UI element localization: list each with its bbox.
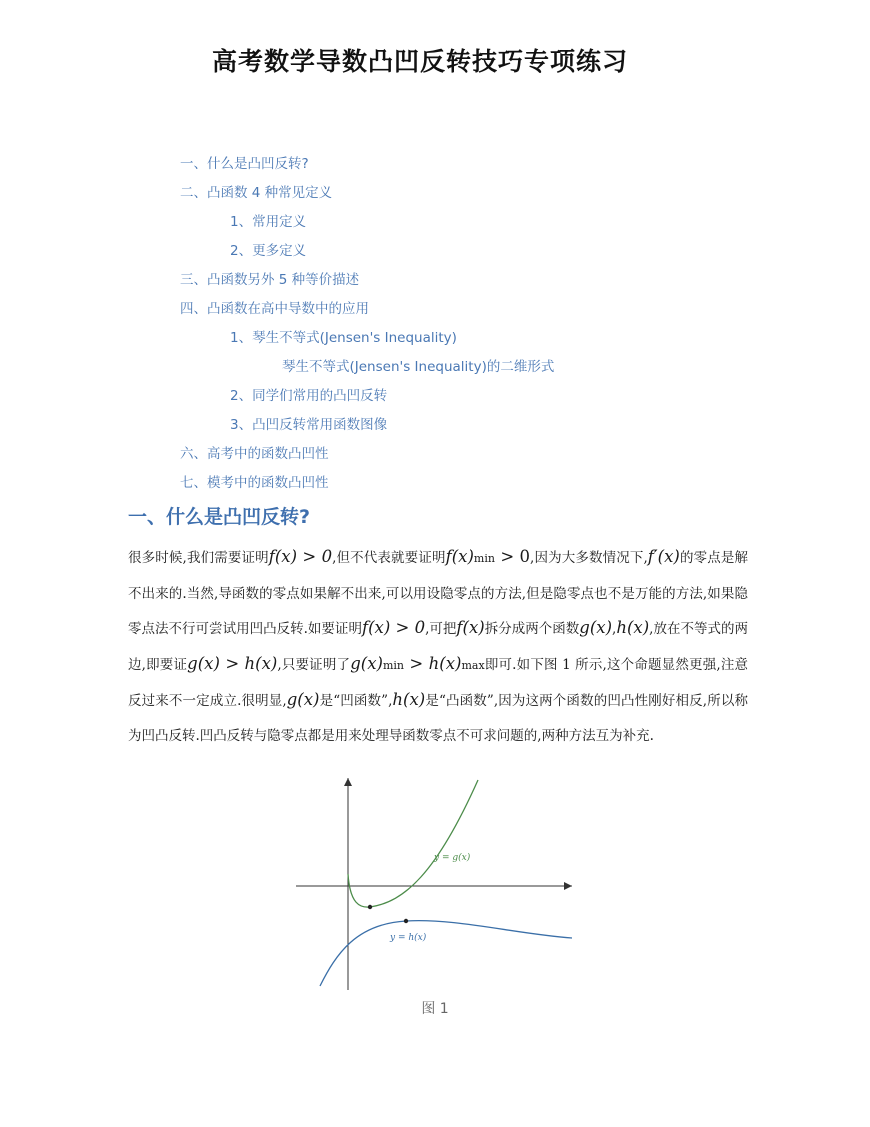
toc-item[interactable]: 琴生不等式(Jensen's Inequality)的二维形式 xyxy=(282,359,555,375)
g-min-point xyxy=(368,905,372,909)
y-axis-arrow xyxy=(344,778,352,786)
text-run: ,可把 xyxy=(425,621,457,637)
text-run: ,但不代表就要证明 xyxy=(332,550,446,566)
text-run: ,放在不等式的两边,即要证 xyxy=(128,621,749,673)
g-curve xyxy=(348,780,478,907)
h-curve-label: y = h(x) xyxy=(390,933,427,943)
toc-item[interactable]: 七、模考中的函数凸凹性 xyxy=(180,475,329,491)
math-expression: f(x) xyxy=(445,547,474,566)
x-axis-arrow xyxy=(564,882,572,890)
toc-item[interactable]: 六、高考中的函数凸凹性 xyxy=(180,446,329,462)
text-run: ,因为大多数情况下, xyxy=(530,550,648,566)
text-run: , xyxy=(612,621,617,637)
page-title: 高考数学导数凸凹反转技巧专项练习 xyxy=(211,47,628,76)
h-curve xyxy=(320,921,572,986)
text-run: 的零点是解不出来的.当然,导函数的零点如果解不出来,可以用设隐零点的方法,但是隐零点也不是万能的方法,如果隐零点法不行可尝试用凹凸反转.如要证明 xyxy=(128,550,748,637)
math-expression: > 0 xyxy=(494,547,531,566)
math-expression: h(x) xyxy=(616,618,650,637)
section-heading: 一、什么是凸凹反转? xyxy=(128,506,311,528)
h-max-point xyxy=(404,919,408,923)
text-run: ,只要证明了 xyxy=(277,656,351,673)
text-run: 即可.如下图 1 所示,这个命题显然更强,注意反过来不一定成立.很明显, xyxy=(128,656,748,709)
toc-item[interactable]: 一、什么是凸凹反转? xyxy=(180,156,309,172)
toc-item[interactable]: 3、凸凹反转常用函数图像 xyxy=(230,417,388,433)
toc-item[interactable]: 2、同学们常用的凸凹反转 xyxy=(230,388,388,404)
math-expression: f′(x) xyxy=(647,547,680,566)
toc-item[interactable]: 三、凸函数另外 5 种等价描述 xyxy=(180,272,360,288)
math-subscript: max xyxy=(461,658,485,672)
math-expression: g(x) xyxy=(350,653,383,673)
text-run: 很多时候,我们需要证明 xyxy=(128,550,269,566)
math-expression: f(x) xyxy=(456,618,485,637)
g-curve-label: y = g(x) xyxy=(434,853,471,863)
toc-item[interactable]: 1、琴生不等式(Jensen's Inequality) xyxy=(230,330,457,346)
toc-item[interactable]: 四、凸函数在高中导数中的应用 xyxy=(180,301,369,317)
toc-item[interactable]: 2、更多定义 xyxy=(230,243,307,259)
function-graph-figure xyxy=(296,774,578,990)
math-expression: g(x) xyxy=(579,618,613,637)
math-expression: f(x) > 0 xyxy=(361,618,426,637)
math-expression: h(x) xyxy=(392,690,426,709)
text-run: 是“凸函数”,因为这两个函数的凹凸性刚好相反,所以称为凹凸反转.凹凸反转与隐零点都是用来处理导函数零点不可求问题的,两种方法互为补充. xyxy=(128,693,748,744)
figure-caption: 图 1 xyxy=(421,1001,449,1017)
math-expression: g(x) xyxy=(286,690,320,709)
text-run: 拆分成两个函数 xyxy=(484,621,580,637)
math-subscript: min xyxy=(382,658,404,672)
math-expression: > h(x) xyxy=(404,653,462,673)
math-expression: g(x) > h(x) xyxy=(187,653,278,673)
text-run: 是“凹函数”, xyxy=(319,693,393,709)
toc-item[interactable]: 二、凸函数 4 种常见定义 xyxy=(180,185,333,201)
math-expression: f(x) > 0 xyxy=(268,547,333,566)
math-subscript: min xyxy=(473,552,495,565)
toc-item[interactable]: 1、常用定义 xyxy=(230,214,307,230)
body-paragraph xyxy=(128,540,748,753)
